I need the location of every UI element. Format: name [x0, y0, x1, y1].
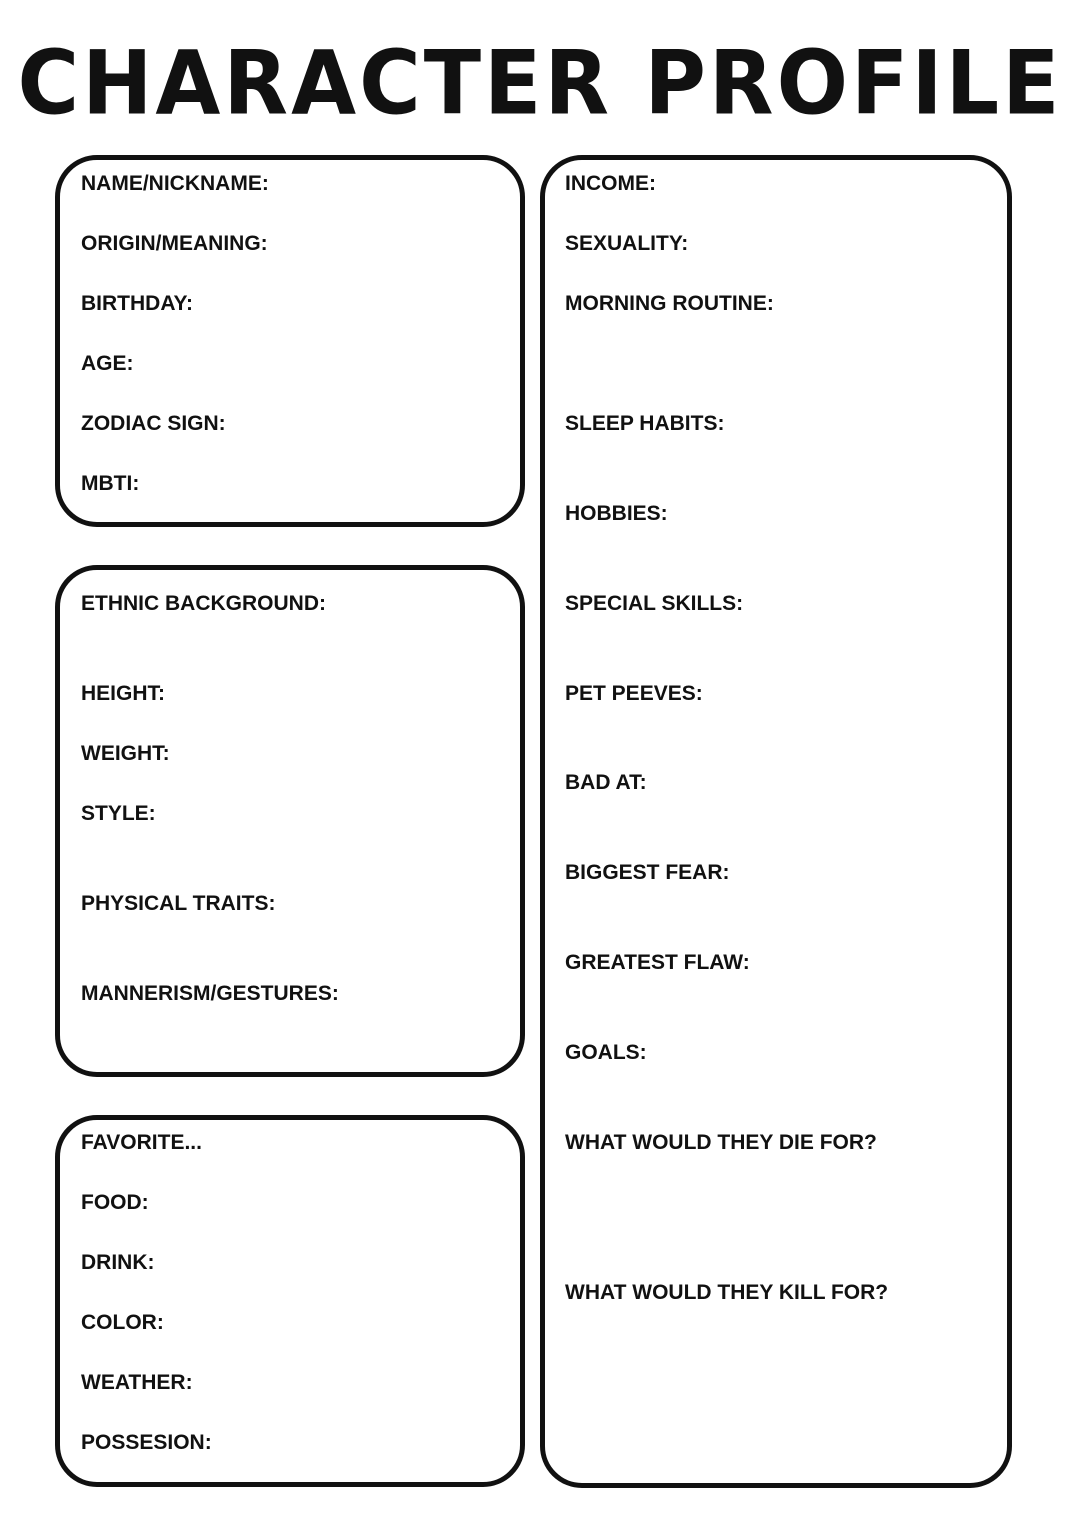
origin-meaning-label: ORIGIN/MEANING: [81, 232, 268, 255]
style-label: STYLE: [81, 802, 156, 825]
goals-label: GOALS: [565, 1041, 647, 1064]
favorite-drink-label: DRINK: [81, 1251, 155, 1274]
income-label: INCOME: [565, 172, 656, 195]
birthday-label: BIRTHDAY: [81, 292, 194, 315]
zodiac-sign-label: ZODIAC SIGN: [81, 412, 226, 435]
morning-routine-label: MORNING ROUTINE: [565, 292, 774, 315]
favorite-color-label: COLOR: [81, 1311, 164, 1334]
hobbies-label: HOBBIES: [565, 502, 668, 525]
biggest-fear-label: BIGGEST FEAR: [565, 861, 730, 884]
pet-peeves-label: PET PEEVES: [565, 682, 703, 705]
greatest-flaw-label: GREATEST FLAW: [565, 951, 750, 974]
special-skills-label: SPECIAL SKILLS: [565, 592, 744, 615]
favorite-food-label: FOOD: [81, 1191, 149, 1214]
ethnic-background-label: ETHNIC BACKGROUND: [81, 592, 326, 615]
sleep-habits-label: SLEEP HABITS: [565, 412, 725, 435]
favorite-header: FAVORITE... [81, 1131, 202, 1154]
kill-for-label: WHAT WOULD THEY KILL FOR? [565, 1281, 889, 1304]
mbti-label: MBTI: [81, 472, 140, 495]
physical-traits-label: PHYSICAL TRAITS: [81, 892, 276, 915]
age-label: AGE: [81, 352, 134, 375]
sexuality-label: SEXUALITY: [565, 232, 689, 255]
bad-at-label: BAD AT: [565, 771, 647, 794]
favorite-possession-label: POSSESION: [81, 1431, 212, 1454]
height-label: HEIGHT: [81, 682, 165, 705]
page-title: CHARACTER PROFILE [17, 31, 1063, 135]
weight-label: WEIGHT: [81, 742, 170, 765]
favorite-weather-label: WEATHER: [81, 1371, 193, 1394]
name-nickname-label: NAME/NICKNAME: [81, 172, 269, 195]
mannerism-gestures-label: MANNERISM/GESTURES: [81, 982, 339, 1005]
die-for-label: WHAT WOULD THEY DIE FOR? [565, 1131, 877, 1154]
